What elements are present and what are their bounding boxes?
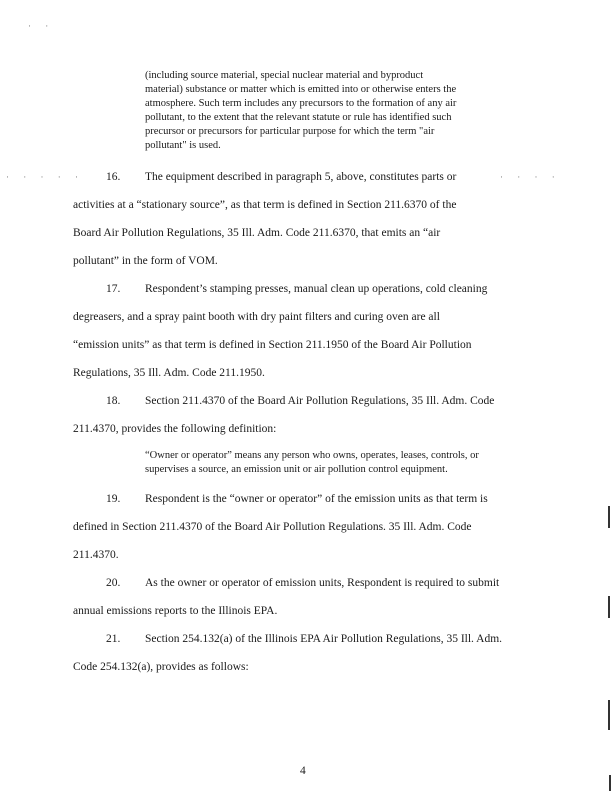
paragraph-line: defined in Section 211.4370 of the Board Air Pollution Regulations. 35 Ill. Adm. Code <box>73 521 472 533</box>
paragraph-number: 20. <box>106 577 121 589</box>
quote-line: atmosphere. Such term includes any precursors to the formation of any air <box>145 98 457 109</box>
scan-edge-mark <box>608 596 610 618</box>
paragraph-number: 16. <box>106 171 121 183</box>
paragraph-line: degreasers, and a spray paint booth with dry paint filters and curing oven are all <box>73 311 440 323</box>
paragraph-line: Regulations, 35 Ill. Adm. Code 211.1950. <box>73 367 265 379</box>
paragraph-line: “emission units” as that term is defined in Section 211.1950 of the Board Air Pollution <box>73 339 472 351</box>
paragraph-line: pollutant” in the form of VOM. <box>73 255 218 267</box>
quote-line: supervises a source, an emission unit or air pollution control equipment. <box>145 464 448 475</box>
scan-artifact: · · · · <box>500 172 561 182</box>
paragraph-line: Section 254.132(a) of the Illinois EPA Air Pollution Regulations, 35 Ill. Adm. <box>145 633 503 645</box>
paragraph-number: 21. <box>106 633 121 645</box>
paragraph-line: As the owner or operator of emission units, Respondent is required to submit <box>145 577 500 589</box>
paragraph-line: activities at a “stationary source”, as that term is defined in Section 211.6370 of the <box>73 199 457 211</box>
paragraph-line: Section 211.4370 of the Board Air Pollution Regulations, 35 Ill. Adm. Code <box>145 395 495 407</box>
page-number: 4 <box>300 765 306 777</box>
quote-line: precursor or precursors for particular purpose for which the term "air <box>145 126 435 137</box>
quote-line: material) substance or matter which is emitted into or otherwise enters the <box>145 84 457 95</box>
paragraph-number: 19. <box>106 493 121 505</box>
scan-edge-mark <box>608 506 610 528</box>
scan-edge-mark <box>609 775 611 791</box>
quote-line: pollutant" is used. <box>145 140 221 151</box>
paragraph-line: Respondent’s stamping presses, manual clean up operations, cold cleaning <box>145 283 488 295</box>
paragraph-line: Code 254.132(a), provides as follows: <box>73 661 249 673</box>
paragraph-number: 17. <box>106 283 121 295</box>
scan-edge-mark <box>608 700 610 730</box>
paragraph-line: Board Air Pollution Regulations, 35 Ill. Adm. Code 211.6370, that emits an “air <box>73 227 441 239</box>
paragraph-line: Respondent is the “owner or operator” of the emission units as that term is <box>145 493 488 505</box>
paragraph-line: 211.4370, provides the following definition: <box>73 423 277 435</box>
paragraph-line: annual emissions reports to the Illinois EPA. <box>73 605 278 617</box>
quote-line: (including source material, special nuclear material and byproduct <box>145 70 424 81</box>
paragraph-line: 211.4370. <box>73 549 119 561</box>
quote-line: pollutant, to the extent that the relevant statute or rule has identified such <box>145 112 452 123</box>
quote-line: “Owner or operator” means any person who owns, operates, leases, controls, or <box>145 450 479 461</box>
paragraph-line: The equipment described in paragraph 5, above, constitutes parts or <box>145 171 457 183</box>
scan-artifact: · · · · · <box>6 172 84 182</box>
scan-artifact: · · <box>28 21 55 31</box>
paragraph-number: 18. <box>106 395 121 407</box>
